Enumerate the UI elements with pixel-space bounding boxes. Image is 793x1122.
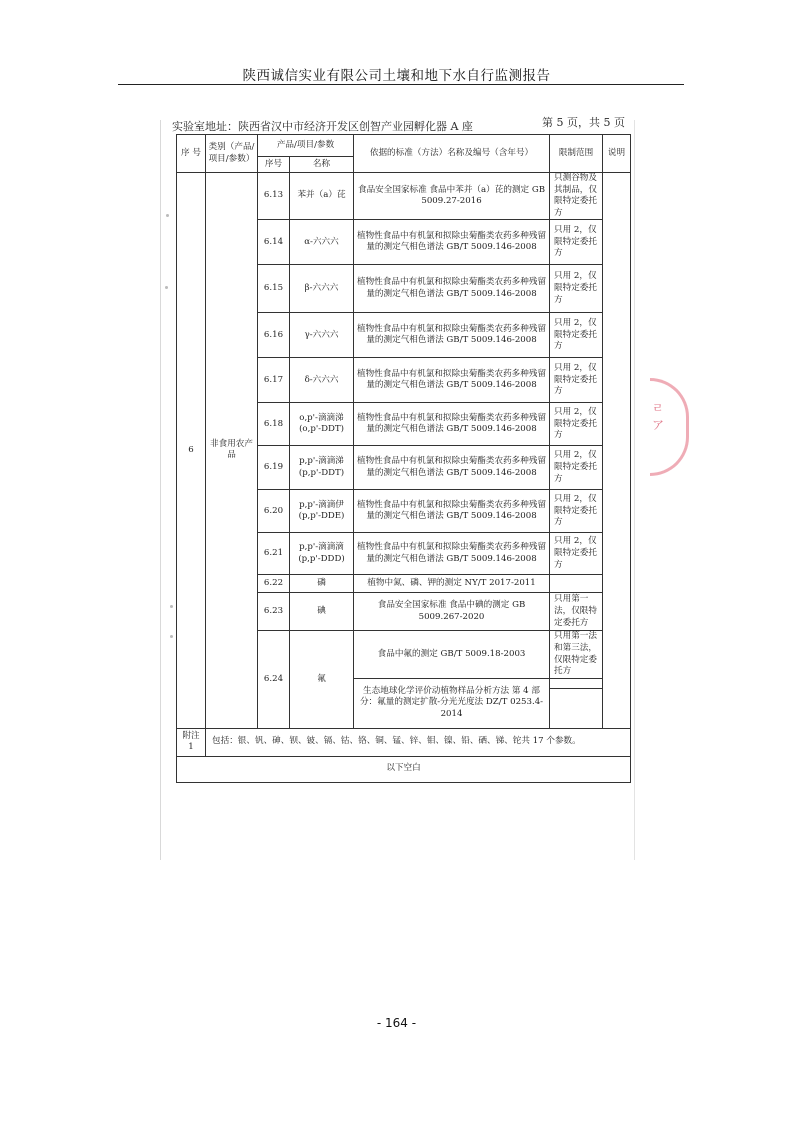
header-range: 限制范围 xyxy=(550,135,603,173)
header-category: 类别（产品/项目/参数） xyxy=(206,135,258,173)
item-range: 只用 2，仅限特定委托方 xyxy=(550,313,603,358)
item-range: 只用 2，仅限特定委托方 xyxy=(550,265,603,313)
item-standard: 植物中氮、磷、钾的测定 NY/T 2017-2011 xyxy=(354,575,550,593)
item-standard: 植物性食品中有机氯和拟除虫菊酯类农药多种残留量的测定气相色谱法 GB/T 5009.146-2008 xyxy=(354,403,550,446)
page-count: 第 5 页，共 5 页 xyxy=(542,116,625,129)
item-name: o,p'-滴滴涕 (o,p'-DDT) xyxy=(290,403,354,446)
footer-page-number: - 164 - xyxy=(376,1016,417,1030)
item-standard: 植物性食品中有机氯和拟除虫菊酯类农药多种残留量的测定气相色谱法 GB/T 5009.146-2008 xyxy=(354,358,550,403)
item-standard: 植物性食品中有机氯和拟除虫菊酯类农药多种残留量的测定气相色谱法 GB/T 5009.146-2008 xyxy=(354,220,550,265)
item-no: 6.13 xyxy=(258,173,290,220)
item-range xyxy=(550,688,603,728)
item-range: 只用 2，仅限特定委托方 xyxy=(550,446,603,490)
item-range xyxy=(550,575,603,593)
item-name: p,p'-滴滴滴 (p,p'-DDD) xyxy=(290,533,354,575)
item-no: 6.19 xyxy=(258,446,290,490)
item-standard: 植物性食品中有机氯和拟除虫菊酯类农药多种残留量的测定气相色谱法 GB/T 5009.146-2008 xyxy=(354,265,550,313)
item-standard: 生态地球化学评价动植物样品分析方法 第 4 部分：氟量的测定扩散-分光光度法 DZ/T 0253.4-2014 xyxy=(354,678,550,728)
header-seq: 序 号 xyxy=(177,135,206,173)
group-seq: 6 xyxy=(177,173,206,729)
blank-row xyxy=(177,756,631,782)
item-standard: 食品中氟的测定 GB/T 5009.18-2003 xyxy=(354,631,550,678)
item-name: δ-六六六 xyxy=(290,358,354,403)
blank-note: 以下空白 xyxy=(177,756,631,782)
item-standard: 植物性食品中有机氯和拟除虫菊酯类农药多种残留量的测定气相色谱法 GB/T 5009.146-2008 xyxy=(354,313,550,358)
item-no: 6.15 xyxy=(258,265,290,313)
item-name: γ-六六六 xyxy=(290,313,354,358)
appendix-text: 包括：银、钒、砷、钡、铍、镉、钴、铬、铜、锰、锌、钼、镍、铅、硒、锑、铊共 17 个参数。 xyxy=(206,728,631,756)
header-item-name: 名称 xyxy=(290,157,354,173)
item-name: 碘 xyxy=(290,593,354,631)
scan-edge-right xyxy=(634,120,635,860)
item-name: p,p'-滴滴伊 (p,p'-DDE) xyxy=(290,490,354,533)
item-no: 6.24 xyxy=(258,631,290,728)
item-name: p,p'-滴滴涕 (p,p'-DDT) xyxy=(290,446,354,490)
scan-dot xyxy=(170,635,173,638)
header-standard: 依据的标准（方法）名称及编号（含年号） xyxy=(354,135,550,173)
item-standard: 食品安全国家标准 食品中碘的测定 GB 5009.267-2020 xyxy=(354,593,550,631)
scan-edge-left xyxy=(160,120,161,860)
scan-dot xyxy=(166,214,169,217)
item-standard: 食品安全国家标准 食品中苯并（a）芘的测定 GB 5009.27-2016 xyxy=(354,173,550,220)
item-name: 磷 xyxy=(290,575,354,593)
item-range: 只测谷物及其制品，仅限特定委托方 xyxy=(550,173,603,220)
item-no: 6.16 xyxy=(258,313,290,358)
scan-dot xyxy=(170,605,173,608)
item-standard: 植物性食品中有机氯和拟除虫菊酯类农药多种残留量的测定气相色谱法 GB/T 5009.146-2008 xyxy=(354,446,550,490)
appendix-row xyxy=(177,728,631,756)
header-product-param: 产品/项目/参数 xyxy=(258,135,354,157)
header-note: 说明 xyxy=(603,135,631,173)
item-standard: 植物性食品中有机氯和拟除虫菊酯类农药多种残留量的测定气相色谱法 GB/T 5009.146-2008 xyxy=(354,533,550,575)
item-range: 只用第一法，仅限特定委托方 xyxy=(550,593,603,631)
item-range: 只用 2，仅限特定委托方 xyxy=(550,490,603,533)
item-name: β-六六六 xyxy=(290,265,354,313)
item-standard: 植物性食品中有机氯和拟除虫菊酯类农药多种残留量的测定气相色谱法 GB/T 5009.146-2008 xyxy=(354,490,550,533)
item-range: 只用第一法和第三法，仅限特定委托方 xyxy=(550,631,603,678)
item-name: 氟 xyxy=(290,631,354,728)
item-range: 只用 2，仅限特定委托方 xyxy=(550,358,603,403)
group-category: 非食用农产品 xyxy=(206,173,258,729)
item-no: 6.22 xyxy=(258,575,290,593)
item-no: 6.14 xyxy=(258,220,290,265)
scan-dot xyxy=(165,286,168,289)
accreditation-scope-table xyxy=(176,134,631,783)
item-name: α-六六六 xyxy=(290,220,354,265)
lab-address: 实验室地址：陕西省汉中市经济开发区创智产业园孵化器 A 座 xyxy=(172,120,473,133)
item-range: 只用 2，仅限特定委托方 xyxy=(550,220,603,265)
header-item-no: 序号 xyxy=(258,157,290,173)
appendix-label: 附注 1 xyxy=(177,728,206,756)
item-no: 6.17 xyxy=(258,358,290,403)
item-no: 6.18 xyxy=(258,403,290,446)
note-cell xyxy=(603,173,631,729)
stamp-fragment-icon: ㄹ ア xyxy=(652,401,665,432)
report-header-title: 陕西诚信实业有限公司土壤和地下水自行监测报告 xyxy=(242,68,551,84)
item-range-empty xyxy=(550,678,603,688)
table-row xyxy=(177,173,631,220)
item-no: 6.21 xyxy=(258,533,290,575)
item-no: 6.20 xyxy=(258,490,290,533)
item-range: 只用 2，仅限特定委托方 xyxy=(550,533,603,575)
header-rule xyxy=(118,84,684,85)
item-range: 只用 2，仅限特定委托方 xyxy=(550,403,603,446)
item-name: 苯并（a）芘 xyxy=(290,173,354,220)
item-no: 6.23 xyxy=(258,593,290,631)
